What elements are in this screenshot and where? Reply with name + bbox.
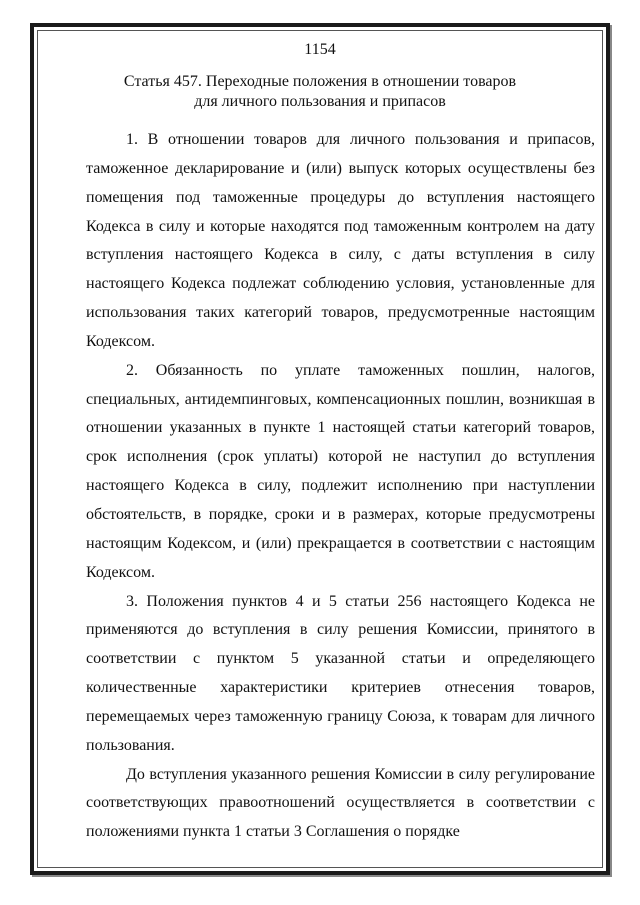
article-body (86, 126, 595, 847)
page-frame (30, 23, 610, 875)
article-title-line-2: для личного пользования и припасов (194, 93, 446, 110)
article-title (54, 72, 586, 112)
paragraph-2: 2. Обязанность по уплате таможенных пошлин, налогов, специальных, антидемпинговых, компенсационных пошлин, возникшая в отношении указанных в пункте 1 настоящей статьи категорий товаров, срок исполнения (срок уплаты) которой не наступил до вступления настоящего Кодекса в силу, подлежит исполнению при наступлении обстоятельств, в порядке, сроки и в размерах, которые предусмотрены настоящим Кодексом, и (или) прекращается в соответствии с настоящим Кодексом. (86, 361, 595, 581)
paragraph-4: До вступления указанного решения Комиссии в силу регулирование соответствующих правоотношений осуществляется в соответствии с положениями пункта 1 статьи 3 Соглашения о порядке (86, 765, 595, 841)
paragraph-3: 3. Положения пунктов 4 и 5 статьи 256 настоящего Кодекса не применяются до вступления в силу решения Комиссии, принятого в соответствии с пунктом 5 указанной статьи и определяющего количественные характеристики критериев отнесения товаров, перемещаемых через таможенную границу Союза, к товарам для личного пользования. (86, 592, 595, 754)
article-title-line-1: Статья 457. Переходные положения в отношении товаров (123, 73, 517, 90)
paragraph-1: 1. В отношении товаров для личного пользования и припасов, таможенное декларирование и (или) выпуск которых осуществлены без помещения под таможенные процедуры до вступления настоящего Кодекса в силу и которые находятся под таможенным контролем на дату вступления настоящего Кодекса в силу, с даты вступления в силу настоящего Кодекса подлежат соблюдению условия, установленные для использования таких категорий товаров, предусмотренные настоящим Кодексом. (86, 131, 595, 350)
page-number: 1154 (304, 41, 336, 58)
